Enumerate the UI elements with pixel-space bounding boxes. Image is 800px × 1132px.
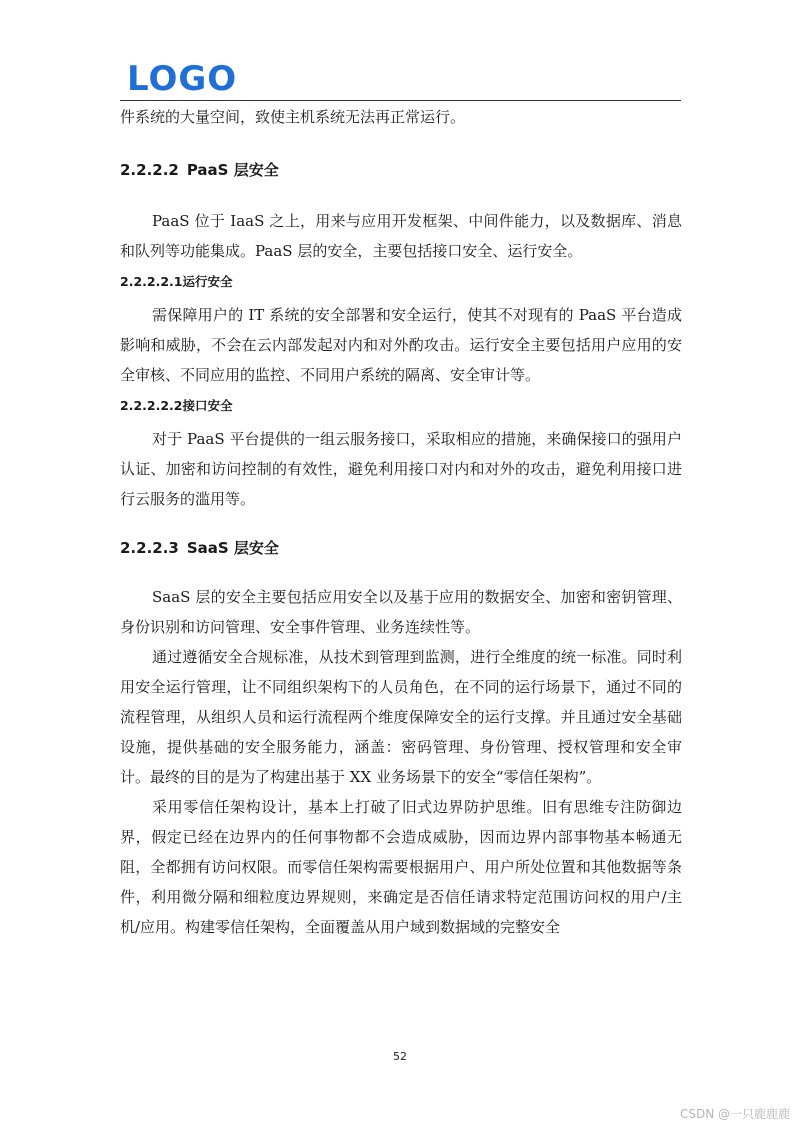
header-rule — [120, 100, 681, 101]
paragraph-saas-1: SaaS 层的安全主要包括应用安全以及基于应用的数据安全、加密和密钥管理、身份识别和访问管理、安全事件管理、业务连续性等。 — [120, 588, 682, 636]
heading-number: 2.2.2.2.1 — [120, 274, 183, 289]
heading-title: SaaS 层安全 — [186, 539, 279, 557]
heading-title: 接口安全 — [182, 398, 233, 413]
heading-number: 2.2.2.2.2 — [120, 398, 183, 413]
paragraph-saas-3: 采用零信任架构设计，基本上打破了旧式边界防护思维。旧有思维专注防御边界，假定已经在边界内的任何事物都不会造成威胁，因而边界内部事物基本畅通无阻，全都拥有访问权限。而零信任架构需要根据用户、用户所处位置和其他数据等条件，利用微分隔和细粒度边界规则，来确定是否信任请求特定范围访问权的用户/主机/应用。构建零信任架构，全面覆盖从用户域到数据域的完整安全 — [120, 798, 682, 936]
document-body — [120, 102, 682, 942]
heading-runtime-security — [120, 272, 682, 292]
paragraph-runtime: 需保障用户的 IT 系统的安全部署和安全运行，使其不对现有的 PaaS 平台造成影响和威胁，不会在云内部发起对内和对外酌攻击。运行安全主要包括用户应用的安全审核、不同应用的监控、不同用户系统的隔离、安全审计等。 — [120, 306, 682, 384]
heading-saas-security — [120, 536, 682, 560]
intro-line: 件系统的大量空间，致使主机系统无法再正常运行。 — [120, 108, 466, 126]
page-number: 52 — [393, 1050, 407, 1063]
logo: LOGO — [127, 59, 238, 99]
watermark: CSDN @一只鹿鹿鹿 — [679, 1107, 790, 1121]
paragraph-interface: 对于 PaaS 平台提供的一组云服务接口，采取相应的措施，来确保接口的强用户认证、加密和访问控制的有效性，避免利用接口对内和对外的攻击，避免利用接口进行云服务的滥用等。 — [120, 430, 682, 508]
paragraph-paas: PaaS 位于 IaaS 之上，用来与应用开发框架、中间件能力，以及数据库、消息和队列等功能集成。PaaS 层的安全，主要包括接口安全、运行安全。 — [120, 212, 682, 260]
paragraph-saas-2: 通过遵循安全合规标准，从技术到管理到监测，进行全维度的统一标准。同时利用安全运行管理，让不同组织架构下的人员角色，在不同的运行场景下，通过不同的流程管理，从组织人员和运行流程两个维度保障安全的运行支撑。并且通过安全基础设施，提供基础的安全服务能力，涵盖：密码管理、身份管理、授权管理和安全审计。最终的目的是为了构建出基于 XX 业务场景下的安全“零信任架构”。 — [120, 648, 682, 786]
heading-paas-security — [120, 158, 682, 182]
heading-title: PaaS 层安全 — [186, 161, 279, 179]
heading-title: 运行安全 — [182, 274, 233, 289]
heading-number: 2.2.2.2 — [120, 161, 179, 179]
heading-interface-security — [120, 396, 682, 416]
heading-number: 2.2.2.3 — [120, 539, 179, 557]
